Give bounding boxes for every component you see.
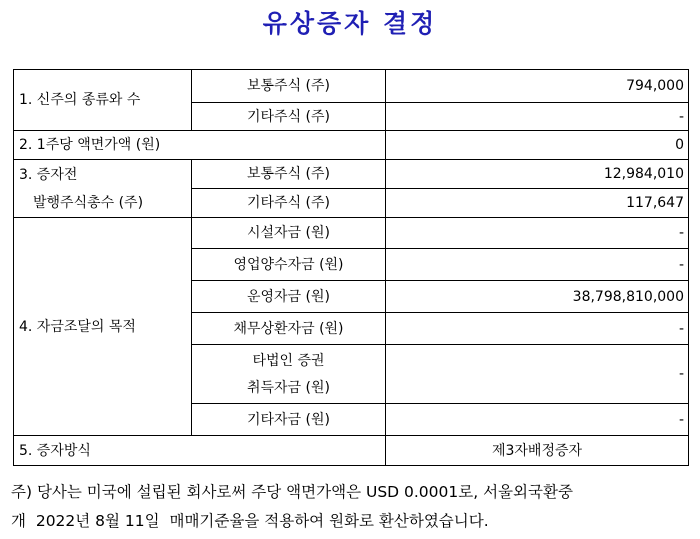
other-fund-label: 기타자금 (원)	[192, 404, 386, 436]
securities-label-line1: 타법인 증권	[252, 352, 325, 369]
common-shares-value: 794,000	[386, 70, 689, 103]
offering-method-label: 5. 증자방식	[14, 436, 386, 466]
other-shares-value: -	[386, 103, 689, 131]
new-shares-label: 1. 신주의 종류와 수	[14, 70, 192, 131]
operating-fund-value: 38,798,810,000	[386, 281, 689, 313]
securities-acquisition-fund-value: -	[386, 345, 689, 404]
pre-issue-label-line2: 발행주식총수 (주)	[33, 194, 144, 211]
pre-other-shares-label: 기타주식 (주)	[192, 189, 386, 218]
common-shares-label: 보통주식 (주)	[192, 70, 386, 103]
pre-common-shares-label: 보통주식 (주)	[192, 160, 386, 189]
funding-purpose-label: 4. 자금조달의 목적	[14, 218, 192, 436]
operating-fund-label: 운영자금 (원)	[192, 281, 386, 313]
securities-acquisition-fund-label	[192, 345, 386, 404]
table-row	[14, 160, 689, 189]
par-value-value: 0	[386, 131, 689, 160]
pre-common-shares-value: 12,984,010	[386, 160, 689, 189]
page-title: 유상증자 결정	[262, 9, 438, 38]
other-fund-value: -	[386, 404, 689, 436]
securities-label-line2: 취득자금 (원)	[247, 379, 330, 396]
par-value-label: 2. 1주당 액면가액 (원)	[14, 131, 386, 160]
business-transfer-fund-label: 영업양수자금 (원)	[192, 249, 386, 281]
business-transfer-fund-value: -	[386, 249, 689, 281]
table-row	[14, 70, 689, 103]
pre-issue-label-line1: 3. 증자전	[19, 166, 78, 183]
pre-other-shares-value: 117,647	[386, 189, 689, 218]
facility-fund-value: -	[386, 218, 689, 249]
rights-offering-table	[13, 69, 689, 466]
offering-method-value: 제3자배정증자	[386, 436, 689, 466]
table-row	[14, 131, 689, 160]
footnote	[11, 478, 691, 536]
footnote-line1: 주) 당사는 미국에 설립된 회사로써 주당 액면가액은 USD 0.0001로, 서울외국환중	[11, 483, 573, 501]
footnote-line2: 개 2022년 8월 11일 매매기준율을 적용하여 원화로 환산하였습니다.	[11, 512, 489, 530]
debt-repayment-fund-label: 채무상환자금 (원)	[192, 313, 386, 345]
facility-fund-label: 시설자금 (원)	[192, 218, 386, 249]
pre-issue-shares-label	[14, 160, 192, 218]
table-row	[14, 218, 689, 249]
table-row	[14, 436, 689, 466]
debt-repayment-fund-value: -	[386, 313, 689, 345]
other-shares-label: 기타주식 (주)	[192, 103, 386, 131]
